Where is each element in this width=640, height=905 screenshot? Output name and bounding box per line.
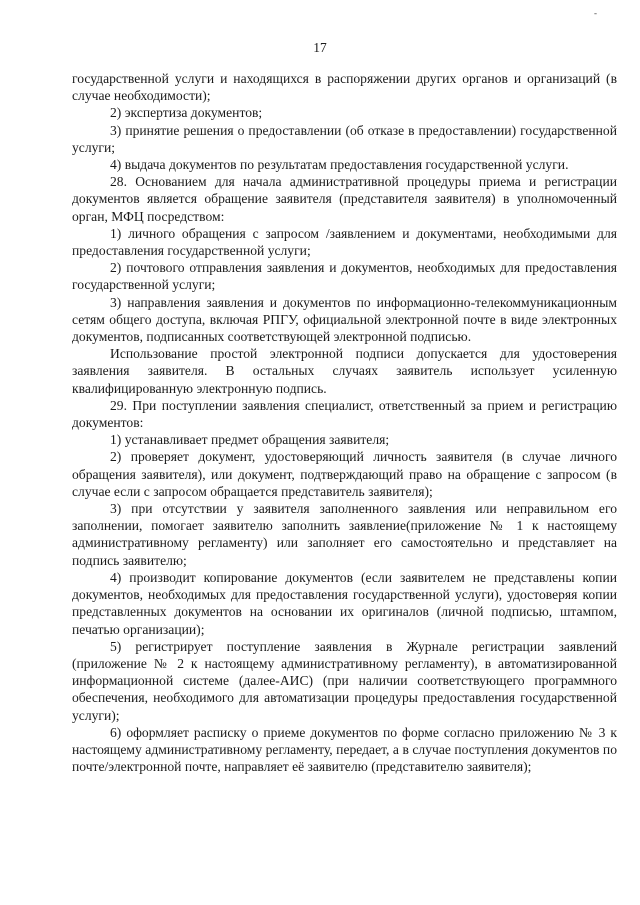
clause-29-item-6: 6) оформляет расписку о приеме документов по форме согласно приложению № 3 к настоящему административному регламенту, передает, а в случае поступления документов по почте/электронной почте, направляет её заявителю (представителю заявителя); bbox=[72, 724, 617, 775]
clause-28: 28. Основанием для начала административной процедуры приема и регистрации документов является обращение заявителя (представителя заявителя) в уполномоченный орган, МФЦ посредством: bbox=[72, 174, 617, 224]
clause-29-item-4: 4) производит копирование документов (если заявителем не представлены копии документов, необходимых для предоставления государственной услуги), удостоверяя копии представленных документов на основании их оригиналов (личной подписью, штампом, печатью организации); bbox=[72, 569, 617, 637]
clause-29: 29. При поступлении заявления специалист, ответственный за прием и регистрацию документов: bbox=[72, 397, 617, 431]
signature-note: Использование простой электронной подписи допускается для удостоверения заявления заявителя. В остальных случаях заявитель использует усиленную квалифицированную электронную подпись. bbox=[72, 346, 617, 396]
corner-mark: - bbox=[594, 8, 597, 18]
clause-28-item-3: 3) направления заявления и документов по информационно-телекоммуникационным сетям общего доступа, включая РПГУ, официальной электронной почте в виде электронных документов, подписанных соответствующей электронной подписью. bbox=[72, 294, 617, 345]
clause-28-item-1: 1) личного обращения с запросом /заявлением и документами, необходимыми для предоставления государственной услуги; bbox=[72, 225, 617, 259]
document-body bbox=[72, 70, 617, 775]
list-item-4: 4) выдача документов по результатам предоставления государственной услуги. bbox=[110, 157, 569, 173]
clause-29-item-3: 3) при отсутствии у заявителя заполненного заявления или неправильном его заполнении, помогает заявителю заполнить заявление(приложение № 1 к настоящему административному регламенту) или заполняет его самостоятельно и представляет на подпись заявителю; bbox=[72, 501, 617, 568]
paragraph-continuation: государственной услуги и находящихся в распоряжении других органов и организаций (в случае необходимости); bbox=[72, 71, 617, 104]
list-item-3: 3) принятие решения о предоставлении (об отказе в предоставлении) государственной услуги; bbox=[72, 122, 617, 155]
list-item-2: 2) экспертиза документов; bbox=[110, 105, 263, 121]
clause-29-item-5: 5) регистрирует поступление заявления в Журнале регистрации заявлений (приложение № 2 к настоящему административному регламенту), в автоматизированной информационной системе (далее-АИС) (при наличии соответствующего программного обеспечения, необходимого для автоматизации процедуры предоставления государственной услуги); bbox=[72, 638, 617, 723]
clause-29-item-2: 2) проверяет документ, удостоверяющий личность заявителя (в случае личного обращения заявителя), или документ, подтверждающий право на обращение с запросом (в случае если с запросом обращается представитель заявителя); bbox=[72, 449, 617, 499]
page-number: 17 bbox=[313, 40, 327, 55]
clause-28-item-2: 2) почтового отправления заявления и документов, необходимых для предоставления государственной услуги; bbox=[72, 260, 617, 293]
clause-29-item-1: 1) устанавливает предмет обращения заявителя; bbox=[110, 432, 390, 448]
